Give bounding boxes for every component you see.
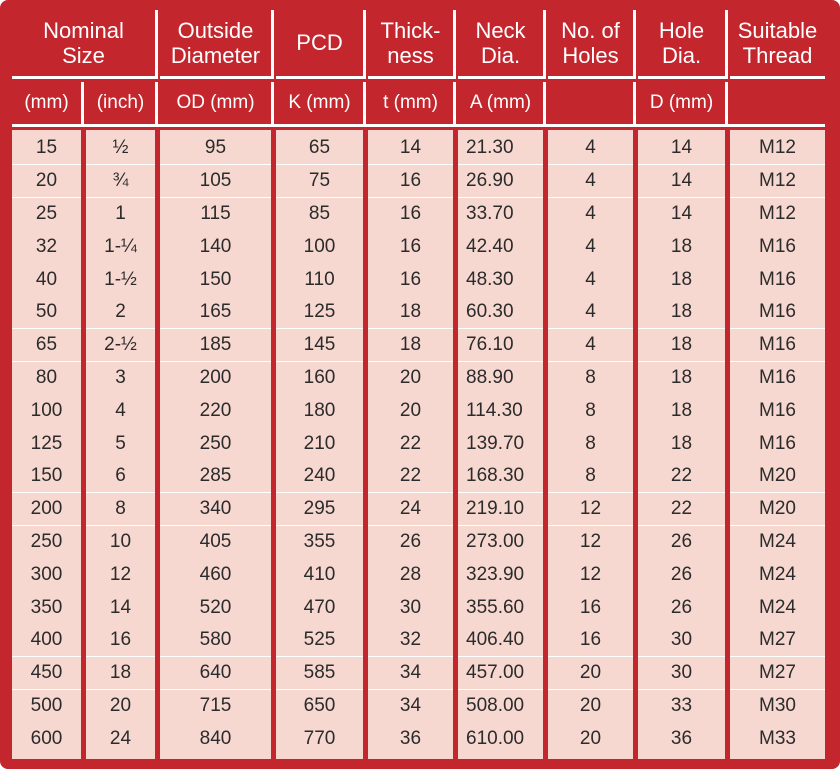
- cell-number-of-holes: 20: [548, 657, 633, 690]
- cell-thickness: 16: [368, 198, 453, 231]
- cell-size-inch: 4: [86, 394, 155, 427]
- cell-pcd: 770: [276, 722, 363, 755]
- cell-thickness: 16: [368, 263, 453, 296]
- cell-pcd: 585: [276, 657, 363, 690]
- cell-suitable-thread: M24: [730, 591, 825, 624]
- cell-suitable-thread: M30: [730, 690, 825, 723]
- cell-pcd: 65: [276, 132, 363, 165]
- cell-neck-diameter: 21.30: [458, 132, 543, 165]
- cell-thickness: 36: [368, 722, 453, 755]
- header-nominal-size: [12, 10, 155, 76]
- cell-suitable-thread: M33: [730, 722, 825, 755]
- cell-number-of-holes: 4: [548, 198, 633, 231]
- subheader-thickness: t (mm): [368, 82, 453, 124]
- cell-thickness: 32: [368, 624, 453, 657]
- header-divider: [453, 10, 456, 79]
- subheader-divider: [363, 82, 366, 124]
- cell-suitable-thread: M24: [730, 558, 825, 591]
- header-divider: [271, 10, 274, 79]
- cell-size-mm: 40: [12, 263, 81, 296]
- cell-size-mm: 25: [12, 198, 81, 231]
- cell-pcd: 110: [276, 263, 363, 296]
- header-underline: [368, 76, 453, 79]
- cell-number-of-holes: 4: [548, 329, 633, 362]
- cell-outside-diameter: 185: [160, 329, 271, 362]
- cell-hole-diameter: 36: [638, 722, 725, 755]
- cell-neck-diameter: 76.10: [458, 329, 543, 362]
- cell-number-of-holes: 12: [548, 493, 633, 526]
- cell-outside-diameter: 250: [160, 427, 271, 460]
- cell-suitable-thread: M24: [730, 526, 825, 559]
- cell-suitable-thread: M16: [730, 394, 825, 427]
- cell-outside-diameter: 340: [160, 493, 271, 526]
- cell-pcd: 410: [276, 558, 363, 591]
- cell-size-mm: 400: [12, 624, 81, 657]
- cell-size-mm: 100: [12, 394, 81, 427]
- cell-pcd: 355: [276, 526, 363, 559]
- cell-number-of-holes: 20: [548, 690, 633, 723]
- cell-outside-diameter: 220: [160, 394, 271, 427]
- cell-neck-diameter: 42.40: [458, 230, 543, 263]
- cell-suitable-thread: M16: [730, 362, 825, 395]
- cell-neck-diameter: 139.70: [458, 427, 543, 460]
- subheader-underline: [12, 124, 825, 127]
- header-thickness: [368, 10, 453, 76]
- cell-size-mm: 80: [12, 362, 81, 395]
- header-underline: [12, 76, 155, 79]
- cell-outside-diameter: 460: [160, 558, 271, 591]
- cell-neck-diameter: 168.30: [458, 460, 543, 493]
- cell-neck-diameter: 88.90: [458, 362, 543, 395]
- cell-number-of-holes: 16: [548, 624, 633, 657]
- header-line: Thread: [742, 43, 813, 68]
- cell-neck-diameter: 406.40: [458, 624, 543, 657]
- cell-outside-diameter: 840: [160, 722, 271, 755]
- subheader-pcd: K (mm): [276, 82, 363, 124]
- header-line: Nominal: [43, 17, 124, 43]
- cell-size-mm: 125: [12, 427, 81, 460]
- cell-outside-diameter: 165: [160, 296, 271, 329]
- cell-size-inch: 10: [86, 526, 155, 559]
- cell-thickness: 20: [368, 394, 453, 427]
- subheader-neck-diameter: A (mm): [458, 82, 543, 124]
- cell-hole-diameter: 26: [638, 558, 725, 591]
- cell-hole-diameter: 14: [638, 165, 725, 198]
- cell-size-mm: 250: [12, 526, 81, 559]
- cell-pcd: 210: [276, 427, 363, 460]
- cell-thickness: 22: [368, 460, 453, 493]
- cell-neck-diameter: 33.70: [458, 198, 543, 231]
- subheader-suitable-thread: [730, 82, 825, 124]
- cell-hole-diameter: 22: [638, 493, 725, 526]
- cell-size-inch: 1-½: [86, 263, 155, 296]
- header-line: Holes: [562, 43, 619, 68]
- cell-neck-diameter: 355.60: [458, 591, 543, 624]
- cell-hole-diameter: 18: [638, 263, 725, 296]
- cell-outside-diameter: 150: [160, 263, 271, 296]
- cell-size-inch: 2-½: [86, 329, 155, 362]
- cell-thickness: 16: [368, 165, 453, 198]
- cell-size-mm: 32: [12, 230, 81, 263]
- cell-neck-diameter: 323.90: [458, 558, 543, 591]
- cell-suitable-thread: M12: [730, 132, 825, 165]
- cell-hole-diameter: 22: [638, 460, 725, 493]
- cell-size-mm: 150: [12, 460, 81, 493]
- subheader-divider: [271, 82, 274, 124]
- cell-hole-diameter: 26: [638, 591, 725, 624]
- cell-outside-diameter: 115: [160, 198, 271, 231]
- cell-thickness: 16: [368, 230, 453, 263]
- cell-suitable-thread: M16: [730, 427, 825, 460]
- cell-number-of-holes: 8: [548, 362, 633, 395]
- cell-hole-diameter: 30: [638, 624, 725, 657]
- cell-pcd: 160: [276, 362, 363, 395]
- cell-outside-diameter: 580: [160, 624, 271, 657]
- cell-thickness: 30: [368, 591, 453, 624]
- cell-thickness: 24: [368, 493, 453, 526]
- cell-size-mm: 350: [12, 591, 81, 624]
- cell-neck-diameter: 114.30: [458, 394, 543, 427]
- subheader-hole-diameter: D (mm): [638, 82, 725, 124]
- cell-outside-diameter: 200: [160, 362, 271, 395]
- cell-suitable-thread: M16: [730, 263, 825, 296]
- header-line: Hole: [658, 17, 705, 43]
- subheader-divider: [453, 82, 456, 124]
- header-pcd: [276, 10, 363, 76]
- cell-outside-diameter: 140: [160, 230, 271, 263]
- cell-outside-diameter: 715: [160, 690, 271, 723]
- header-line: PCD: [296, 30, 343, 56]
- cell-size-inch: 6: [86, 460, 155, 493]
- cell-size-mm: 15: [12, 132, 81, 165]
- subheader-divider: [81, 82, 84, 124]
- cell-suitable-thread: M16: [730, 329, 825, 362]
- subheader-outside-diameter: OD (mm): [160, 82, 271, 124]
- cell-number-of-holes: 4: [548, 165, 633, 198]
- header-suitable-thread: [730, 10, 825, 76]
- cell-size-mm: 65: [12, 329, 81, 362]
- cell-pcd: 125: [276, 296, 363, 329]
- cell-outside-diameter: 105: [160, 165, 271, 198]
- cell-size-inch: 2: [86, 296, 155, 329]
- header-divider: [543, 10, 546, 79]
- header-underline: [160, 76, 271, 79]
- cell-thickness: 34: [368, 657, 453, 690]
- cell-thickness: 28: [368, 558, 453, 591]
- header-number-of-holes: [548, 10, 633, 76]
- cell-size-inch: 5: [86, 427, 155, 460]
- header-line: Diameter: [170, 43, 261, 68]
- cell-size-inch: ¾: [86, 165, 155, 198]
- cell-size-inch: 1: [86, 198, 155, 231]
- cell-suitable-thread: M16: [730, 230, 825, 263]
- cell-number-of-holes: 12: [548, 558, 633, 591]
- cell-hole-diameter: 33: [638, 690, 725, 723]
- cell-size-inch: 1-¼: [86, 230, 155, 263]
- cell-size-mm: 500: [12, 690, 81, 723]
- header-line: Suitable: [737, 17, 818, 43]
- cell-hole-diameter: 14: [638, 132, 725, 165]
- cell-size-inch: ½: [86, 132, 155, 165]
- header-line: ness: [387, 43, 434, 68]
- header-line: No. of: [561, 17, 620, 43]
- cell-pcd: 180: [276, 394, 363, 427]
- subheader-divider: [633, 82, 636, 124]
- cell-size-inch: 14: [86, 591, 155, 624]
- cell-neck-diameter: 610.00: [458, 722, 543, 755]
- subheader-divider: [725, 82, 728, 124]
- cell-hole-diameter: 26: [638, 526, 725, 559]
- cell-pcd: 75: [276, 165, 363, 198]
- header-divider: [363, 10, 366, 79]
- cell-pcd: 85: [276, 198, 363, 231]
- cell-pcd: 295: [276, 493, 363, 526]
- cell-hole-diameter: 18: [638, 362, 725, 395]
- cell-outside-diameter: 285: [160, 460, 271, 493]
- cell-size-inch: 24: [86, 722, 155, 755]
- cell-pcd: 470: [276, 591, 363, 624]
- cell-number-of-holes: 4: [548, 230, 633, 263]
- cell-pcd: 525: [276, 624, 363, 657]
- cell-suitable-thread: M16: [730, 296, 825, 329]
- cell-thickness: 18: [368, 329, 453, 362]
- cell-size-mm: 200: [12, 493, 81, 526]
- cell-outside-diameter: 405: [160, 526, 271, 559]
- cell-hole-diameter: 18: [638, 394, 725, 427]
- cell-outside-diameter: 95: [160, 132, 271, 165]
- cell-size-mm: 600: [12, 722, 81, 755]
- subheader-divider: [543, 82, 546, 124]
- cell-number-of-holes: 4: [548, 263, 633, 296]
- cell-number-of-holes: 4: [548, 296, 633, 329]
- cell-size-inch: 8: [86, 493, 155, 526]
- cell-suitable-thread: M27: [730, 657, 825, 690]
- header-underline: [458, 76, 543, 79]
- subheader-size-mm: (mm): [12, 82, 81, 124]
- header-line: Neck: [475, 17, 526, 43]
- cell-suitable-thread: M12: [730, 198, 825, 231]
- cell-pcd: 100: [276, 230, 363, 263]
- cell-neck-diameter: 26.90: [458, 165, 543, 198]
- cell-thickness: 34: [368, 690, 453, 723]
- cell-size-inch: 12: [86, 558, 155, 591]
- cell-number-of-holes: 16: [548, 591, 633, 624]
- header-underline: [548, 76, 633, 79]
- header-divider: [633, 10, 636, 79]
- cell-size-mm: 50: [12, 296, 81, 329]
- header-line: Thick-: [380, 17, 441, 43]
- header-neck-diameter: [458, 10, 543, 76]
- cell-neck-diameter: 457.00: [458, 657, 543, 690]
- cell-suitable-thread: M27: [730, 624, 825, 657]
- header-line: Dia.: [661, 43, 702, 68]
- subheader-size-inch: (inch): [86, 82, 155, 124]
- cell-size-inch: 20: [86, 690, 155, 723]
- cell-pcd: 240: [276, 460, 363, 493]
- cell-neck-diameter: 273.00: [458, 526, 543, 559]
- cell-number-of-holes: 8: [548, 427, 633, 460]
- cell-size-mm: 300: [12, 558, 81, 591]
- cell-hole-diameter: 18: [638, 329, 725, 362]
- cell-number-of-holes: 8: [548, 394, 633, 427]
- cell-hole-diameter: 18: [638, 296, 725, 329]
- cell-thickness: 20: [368, 362, 453, 395]
- cell-number-of-holes: 4: [548, 132, 633, 165]
- header-line: Size: [62, 43, 105, 68]
- cell-thickness: 26: [368, 526, 453, 559]
- header-divider: [725, 10, 728, 79]
- cell-neck-diameter: 48.30: [458, 263, 543, 296]
- cell-size-inch: 16: [86, 624, 155, 657]
- cell-neck-diameter: 508.00: [458, 690, 543, 723]
- cell-pcd: 145: [276, 329, 363, 362]
- cell-hole-diameter: 18: [638, 427, 725, 460]
- header-hole-diameter: [638, 10, 725, 76]
- cell-size-mm: 20: [12, 165, 81, 198]
- cell-size-mm: 450: [12, 657, 81, 690]
- cell-pcd: 650: [276, 690, 363, 723]
- cell-hole-diameter: 14: [638, 198, 725, 231]
- cell-hole-diameter: 30: [638, 657, 725, 690]
- cell-suitable-thread: M20: [730, 460, 825, 493]
- cell-number-of-holes: 20: [548, 722, 633, 755]
- subheader-number-of-holes: [548, 82, 633, 124]
- cell-neck-diameter: 219.10: [458, 493, 543, 526]
- header-line: Outside: [177, 17, 254, 43]
- cell-thickness: 22: [368, 427, 453, 460]
- subheader-divider: [155, 82, 158, 124]
- cell-outside-diameter: 520: [160, 591, 271, 624]
- cell-outside-diameter: 640: [160, 657, 271, 690]
- header-underline: [730, 76, 825, 79]
- cell-number-of-holes: 12: [548, 526, 633, 559]
- header-underline: [276, 76, 363, 79]
- cell-number-of-holes: 8: [548, 460, 633, 493]
- cell-size-inch: 3: [86, 362, 155, 395]
- cell-thickness: 14: [368, 132, 453, 165]
- cell-suitable-thread: M12: [730, 165, 825, 198]
- header-divider: [155, 10, 158, 79]
- header-outside-diameter: [160, 10, 271, 76]
- header-line: Dia.: [480, 43, 521, 68]
- header-underline: [638, 76, 725, 79]
- cell-size-inch: 18: [86, 657, 155, 690]
- cell-hole-diameter: 18: [638, 230, 725, 263]
- cell-thickness: 18: [368, 296, 453, 329]
- cell-neck-diameter: 60.30: [458, 296, 543, 329]
- cell-suitable-thread: M20: [730, 493, 825, 526]
